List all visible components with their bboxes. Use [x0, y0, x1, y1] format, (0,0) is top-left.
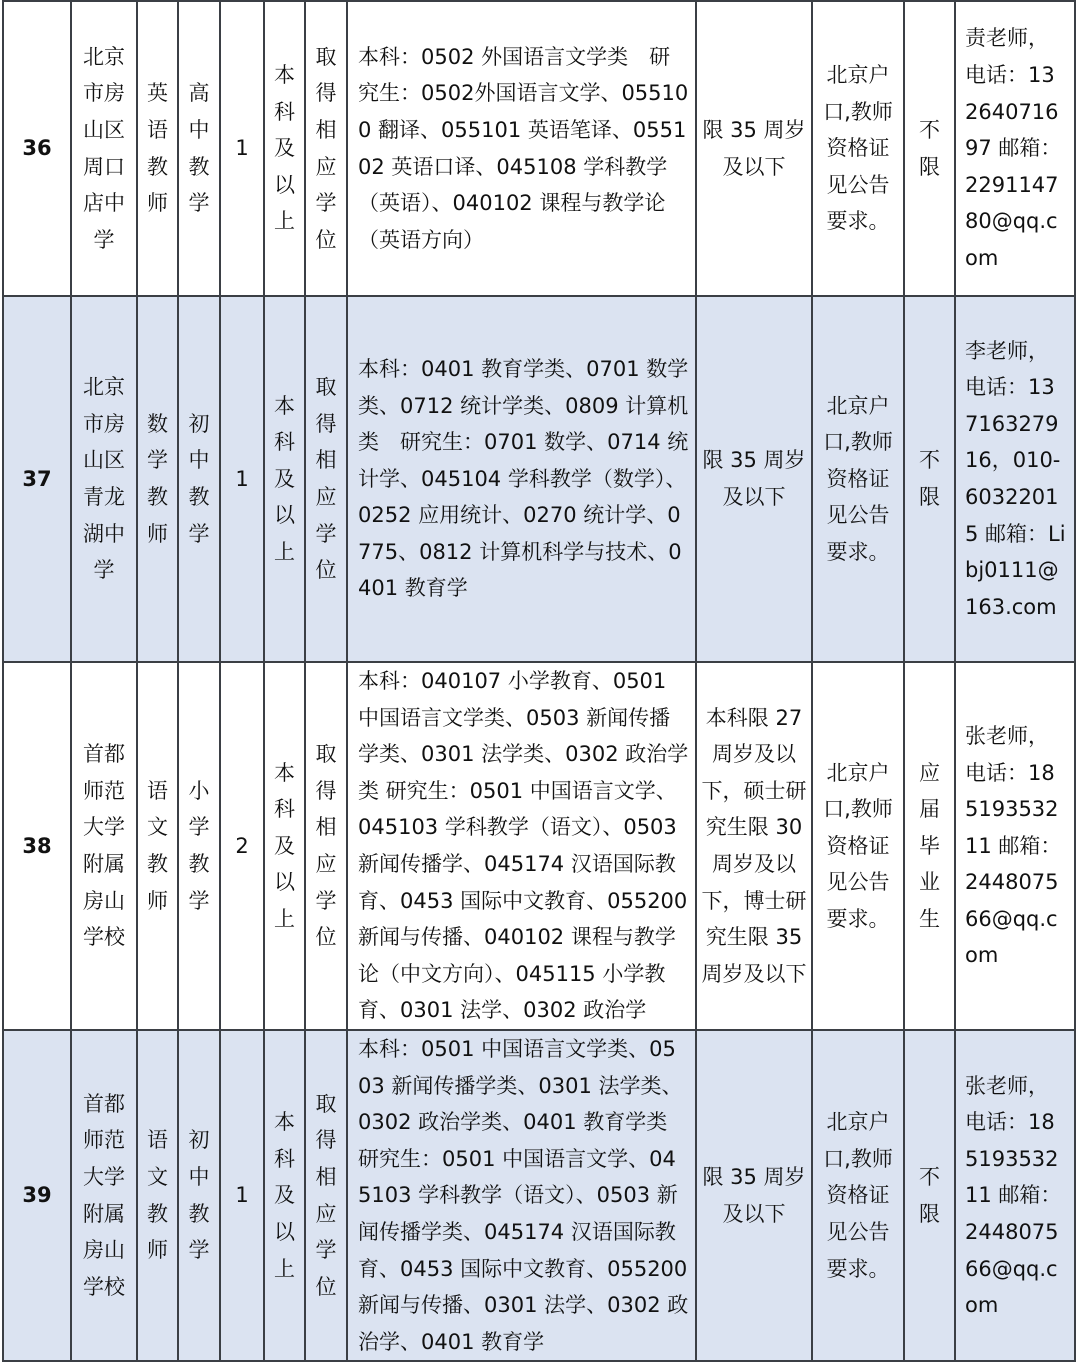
teaching-category: 高中教学	[178, 1, 220, 296]
contact-info: 责老师，电话：13264071697 邮箱：229114780@qq.com	[955, 1, 1075, 296]
graduate-requirement: 不限	[904, 296, 955, 662]
position-name: 数学教师	[137, 296, 178, 662]
teaching-category: 初中教学	[178, 296, 220, 662]
hire-count: 1	[220, 296, 264, 662]
other-requirements: 北京户口,教师资格证见公告要求。	[812, 662, 904, 1030]
graduate-requirement: 不限	[904, 1, 955, 296]
row-number: 37	[3, 296, 71, 662]
school-name: 北京市房山区周口店中学	[71, 1, 137, 296]
table-row	[3, 1030, 1075, 1361]
degree-requirement: 取得相应学位	[305, 1, 347, 296]
other-requirements: 北京户口,教师资格证见公告要求。	[812, 1030, 904, 1361]
contact-info: 张老师，电话：18519353211 邮箱：244807566@qq.com	[955, 1030, 1075, 1361]
education-requirement: 本科及以上	[264, 296, 305, 662]
graduate-requirement: 应届毕业生	[904, 662, 955, 1030]
degree-requirement: 取得相应学位	[305, 1030, 347, 1361]
major-requirement: 本科：0501 中国语言文学类、0503 新闻传播学类、0301 法学类、0302 政治学类、0401 教育学类 研究生：0501 中国语言文学、045103 学科教学（语文）、0503 新闻传播学类、045174 汉语国际教育、0453 国际中文教育、055200 新闻与传播、0301 法学、0302 政治学、0401 教育学	[347, 1030, 696, 1361]
age-requirement: 本科限 27 周岁及以下，硕士研究生限 30 周岁及以下，博士研究生限 35 周岁及以下	[696, 662, 812, 1030]
degree-requirement: 取得相应学位	[305, 662, 347, 1030]
row-number: 36	[3, 1, 71, 296]
position-name: 语文教师	[137, 1030, 178, 1361]
recruitment-table	[2, 0, 1076, 1362]
other-requirements: 北京户口,教师资格证见公告要求。	[812, 296, 904, 662]
other-requirements: 北京户口,教师资格证见公告要求。	[812, 1, 904, 296]
row-number: 38	[3, 662, 71, 1030]
hire-count: 1	[220, 1030, 264, 1361]
age-requirement: 限 35 周岁及以下	[696, 1, 812, 296]
education-requirement: 本科及以上	[264, 1030, 305, 1361]
age-requirement: 限 35 周岁及以下	[696, 1030, 812, 1361]
major-requirement: 本科：0401 教育学类、0701 数学类、0712 统计学类、0809 计算机类 研究生：0701 数学、0714 统计学、045104 学科教学（数学）、0252 应用统计、0270 统计学、0775、0812 计算机科学与技术、0401 教育学	[347, 296, 696, 662]
school-name: 北京市房山区青龙湖中学	[71, 296, 137, 662]
row-number: 39	[3, 1030, 71, 1361]
contact-info: 李老师，电话：13716327916，010-60322015 邮箱：Libj0111@163.com	[955, 296, 1075, 662]
graduate-requirement: 不限	[904, 1030, 955, 1361]
school-name: 首都师范大学附属房山学校	[71, 662, 137, 1030]
major-requirement: 本科：0502 外国语言文学类 研究生：0502外国语言文学、055100 翻译、055101 英语笔译、055102 英语口译、045108 学科教学（英语）、040102 课程与教学论（英语方向）	[347, 1, 696, 296]
hire-count: 1	[220, 1, 264, 296]
teaching-category: 初中教学	[178, 1030, 220, 1361]
position-name: 英语教师	[137, 1, 178, 296]
position-name: 语文教师	[137, 662, 178, 1030]
teaching-category: 小学教学	[178, 662, 220, 1030]
table-row	[3, 662, 1075, 1030]
contact-info: 张老师，电话：18519353211 邮箱：244807566@qq.com	[955, 662, 1075, 1030]
major-requirement: 本科：040107 小学教育、0501 中国语言文学类、0503 新闻传播学类、0301 法学类、0302 政治学类 研究生：0501 中国语言文学、045103 学科教学（语文）、0503 新闻传播学、045174 汉语国际教育、0453 国际中文教育、055200 新闻与传播、040102 课程与教学论（中文方向）、045115 小学教育、0301 法学、0302 政治学	[347, 662, 696, 1030]
school-name: 首都师范大学附属房山学校	[71, 1030, 137, 1361]
table-row	[3, 1, 1075, 296]
age-requirement: 限 35 周岁及以下	[696, 296, 812, 662]
hire-count: 2	[220, 662, 264, 1030]
table-row	[3, 296, 1075, 662]
degree-requirement: 取得相应学位	[305, 296, 347, 662]
education-requirement: 本科及以上	[264, 1, 305, 296]
education-requirement: 本科及以上	[264, 662, 305, 1030]
